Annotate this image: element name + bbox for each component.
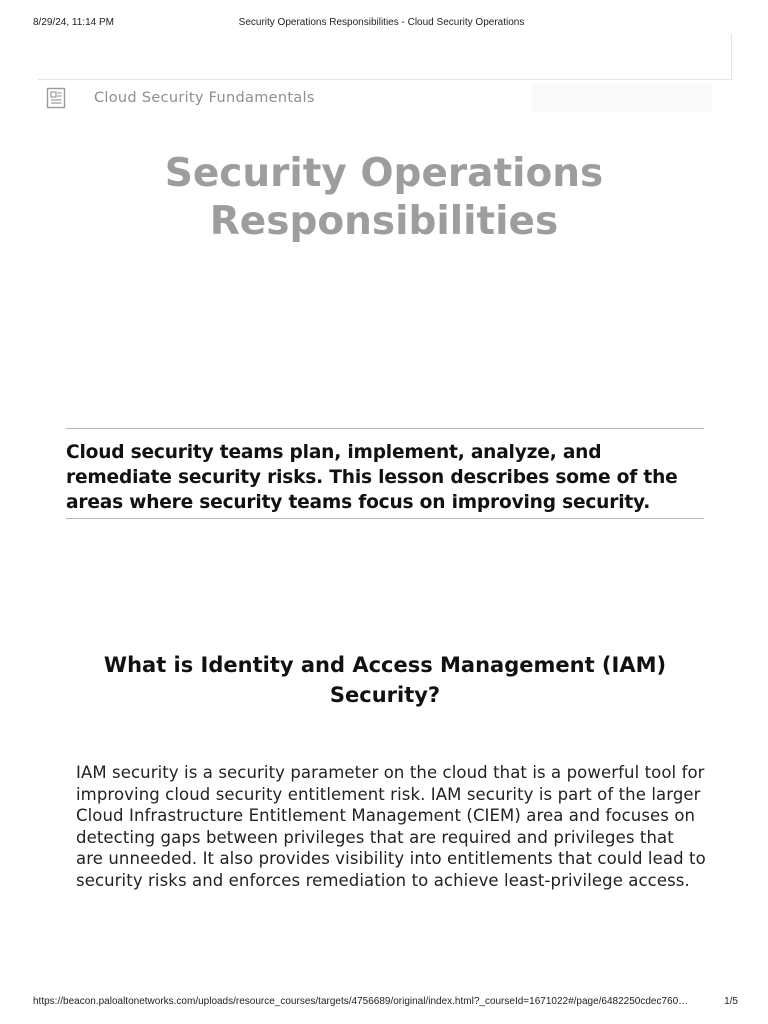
print-header <box>33 17 730 31</box>
intro-text: Cloud security teams plan, implement, analyze, and remediate security risks. This lesson describes some of the areas where security teams focus on improving security. <box>66 442 678 513</box>
print-datetime: 8/29/24, 11:14 PM <box>33 17 114 28</box>
course-header <box>46 86 315 110</box>
print-page-title: Security Operations Responsibilities - Cloud Security Operations <box>238 17 525 28</box>
lesson-intro <box>66 428 704 519</box>
section-body: IAM security is a security parameter on the cloud that is a powerful tool for improving cloud security entitlement risk. IAM security is part of the larger Cloud Infrastructure Entitlement Management (CIEM) area and focuses on detecting gaps between privileges that are required and privileges that are unneeded. It also provides visibility into entitlements that could lead to security risks and enforces remediation to achieve least-privilege access. <box>76 763 706 890</box>
course-title[interactable]: Cloud Security Fundamentals <box>94 90 315 106</box>
header-placeholder <box>532 84 712 112</box>
top-bar <box>38 34 732 80</box>
print-footer <box>33 996 738 1010</box>
document-icon[interactable] <box>46 87 66 109</box>
print-url: https://beacon.paloaltonetworks.com/uploads/resource_courses/targets/4756689/original/index.html?_courseId=1671022#/page/6482250cdec760… <box>33 996 689 1007</box>
section-heading: What is Identity and Access Management (IAM) Security? <box>103 653 667 707</box>
lesson-title: Security Operations Responsibilities <box>164 151 604 244</box>
page-number: 1/5 <box>724 996 738 1007</box>
